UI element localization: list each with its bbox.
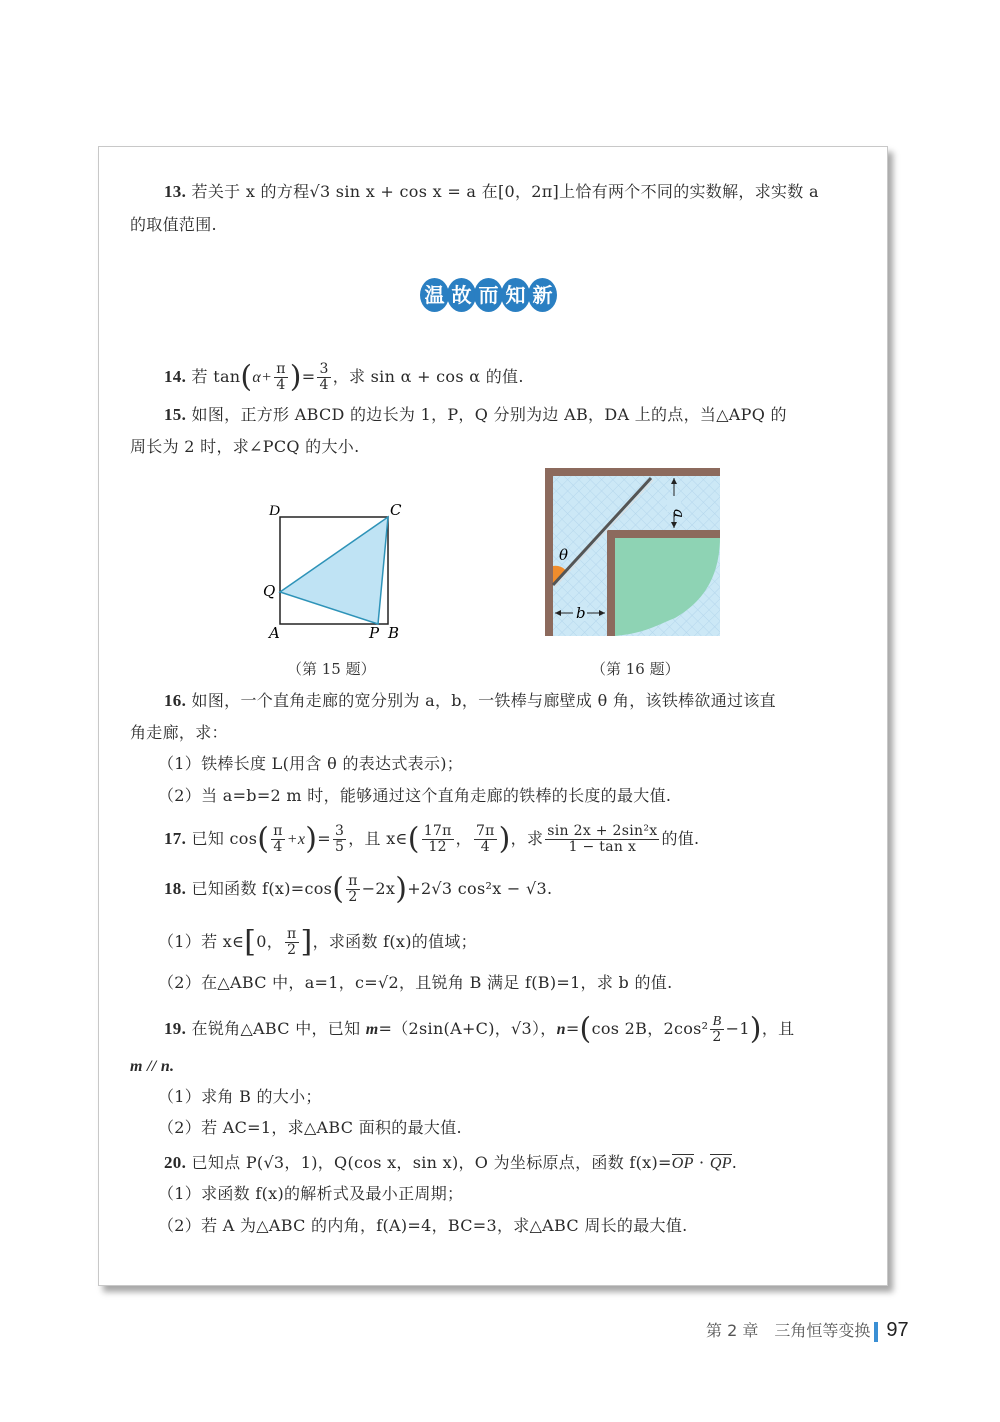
label-a: A [269, 624, 280, 642]
problem-19-sub1: （1）求角 B 的大小； [158, 1087, 322, 1106]
problem-number: 20. [164, 1153, 187, 1172]
problem-number: 13. [164, 182, 187, 201]
banner-char: 温 [420, 278, 449, 312]
problem-16-sub1: （1）铁棒长度 L(用含 θ 的表达式表示)； [158, 754, 464, 773]
banner-char: 而 [474, 278, 503, 312]
problem-16-sub2: （2）当 a=b=2 m 时，能够通过这个直角走廊的铁棒的长度的最大值. [158, 786, 672, 805]
problem-13-line2: 的取值范围. [130, 215, 217, 234]
problem-18-sub2: （2）在△ABC 中，a=1，c=√2，且锐角 B 满足 f(B)=1，求 b 的值. [158, 973, 673, 992]
problem-17: 17. 已知 cos( $\frac{\pi}{4}$ +x)= $\frac{3}{5}$ ，且 x∈( $\frac{17\pi}{12}$ ， $\frac{7\pi}{4}$ )，求 $\frac{\text{sin 2x + 2sin²x}}{\text{1 − tan x}}$ 的值. [164, 821, 700, 857]
banner-char: 故 [447, 278, 476, 312]
figure-16-caption: （第 16 题） [591, 660, 680, 678]
problem-20-sub2: （2）若 A 为△ABC 的内角，f(A)=4，BC=3，求△ABC 周长的最大值. [158, 1216, 688, 1235]
label-b: B [388, 624, 400, 642]
problem-number: 16. [164, 691, 187, 710]
figure-15-caption: （第 15 题） [287, 660, 376, 678]
label-q: Q [263, 582, 276, 600]
problem-14: 14. 若 tan(α+ $\frac{\pi}{4}$ )= $\frac{3}{4}$ ，求 sin α + cos α 的值. [164, 359, 524, 395]
text: = [301, 367, 316, 386]
outer-wall-top [545, 468, 720, 476]
text: 若 tan [191, 367, 241, 386]
triangle-qcp [280, 517, 388, 624]
text: α+ [252, 369, 273, 386]
vector-qp: QP [710, 1153, 732, 1175]
banner-char: 知 [501, 278, 530, 312]
problem-number: 18. [164, 879, 187, 898]
vector-op: OP [672, 1153, 694, 1175]
problem-15-line1 [164, 404, 787, 426]
exercise-box [98, 146, 888, 1286]
problem-20-sub1: （1）求函数 f(x)的解析式及最小正周期； [158, 1184, 464, 1203]
problem-13-line1 [164, 181, 819, 203]
inner-wall-top [607, 530, 720, 538]
problem-text: 如图，正方形 ABCD 的边长为 1，P，Q 分别为边 AB，DA 上的点，当△APQ 的 [191, 405, 787, 424]
label-c: C [390, 501, 402, 519]
label-d: D [269, 503, 280, 519]
page-footer [706, 1318, 909, 1342]
fraction: $\frac{\pi}{4}$ [276, 361, 286, 393]
label-theta: θ [559, 546, 569, 564]
problem-18-sub1: （1）若 x∈[0， $\frac{\pi}{2}$ ]，求函数 f(x)的值域； [158, 924, 477, 960]
problem-number: 19. [164, 1019, 187, 1038]
text: ，求 sin α + cos α 的值. [332, 367, 524, 386]
problem-15-line2: 周长为 2 时，求∠PCQ 的大小. [130, 437, 360, 456]
problem-20: 20. 已知点 P(√3，1)，Q(cos x，sin x)，O 为坐标原点，函数 f(x)=OP · QP. [164, 1152, 737, 1175]
problem-text: 如图，一个直角走廊的宽分别为 a，b，一铁棒与廊壁成 θ 角，该铁棒欲通过该直 [191, 691, 776, 710]
inner-wall-left [607, 530, 615, 636]
chapter-title: 第 2 章 三角恒等变换 [706, 1321, 871, 1340]
label-a: a [670, 509, 688, 518]
problem-16-line2: 角走廊，求： [130, 723, 228, 742]
figure-15-square [255, 495, 415, 645]
problem-19-line1: 19. 在锐角△ABC 中，已知 m=（2sin(A+C)，√3），n=(cos 2B，2cos² $\frac{B}{2}$ −1)，且 [164, 1011, 795, 1047]
label-b: b [576, 604, 586, 622]
problem-number: 15. [164, 405, 187, 424]
page-number: 97 [886, 1319, 909, 1341]
problem-19-line2: m // n. [130, 1058, 175, 1075]
footer-accent-bar [874, 1322, 878, 1342]
problem-number: 17. [164, 829, 187, 848]
fraction: $\frac{3}{4}$ [319, 361, 329, 393]
label-p: P [369, 624, 380, 642]
banner-char: 新 [528, 278, 557, 312]
problem-16-line1 [164, 690, 776, 712]
problem-18: 18. 已知函数 f(x)=cos( $\frac{\pi}{2}$ −2x)+2√3 cos²x − √3. [164, 871, 553, 907]
section-banner [420, 278, 555, 312]
problem-text: 若关于 x 的方程√3 sin x + cos x = a 在[0，2π]上恰有两个不同的实数解，求实数 a [191, 182, 819, 201]
problem-number: 14. [164, 367, 187, 386]
figure-16-corridor [545, 468, 725, 638]
problem-19-sub2: （2）若 AC=1，求△ABC 面积的最大值. [158, 1118, 462, 1137]
outer-wall-left [545, 468, 553, 636]
